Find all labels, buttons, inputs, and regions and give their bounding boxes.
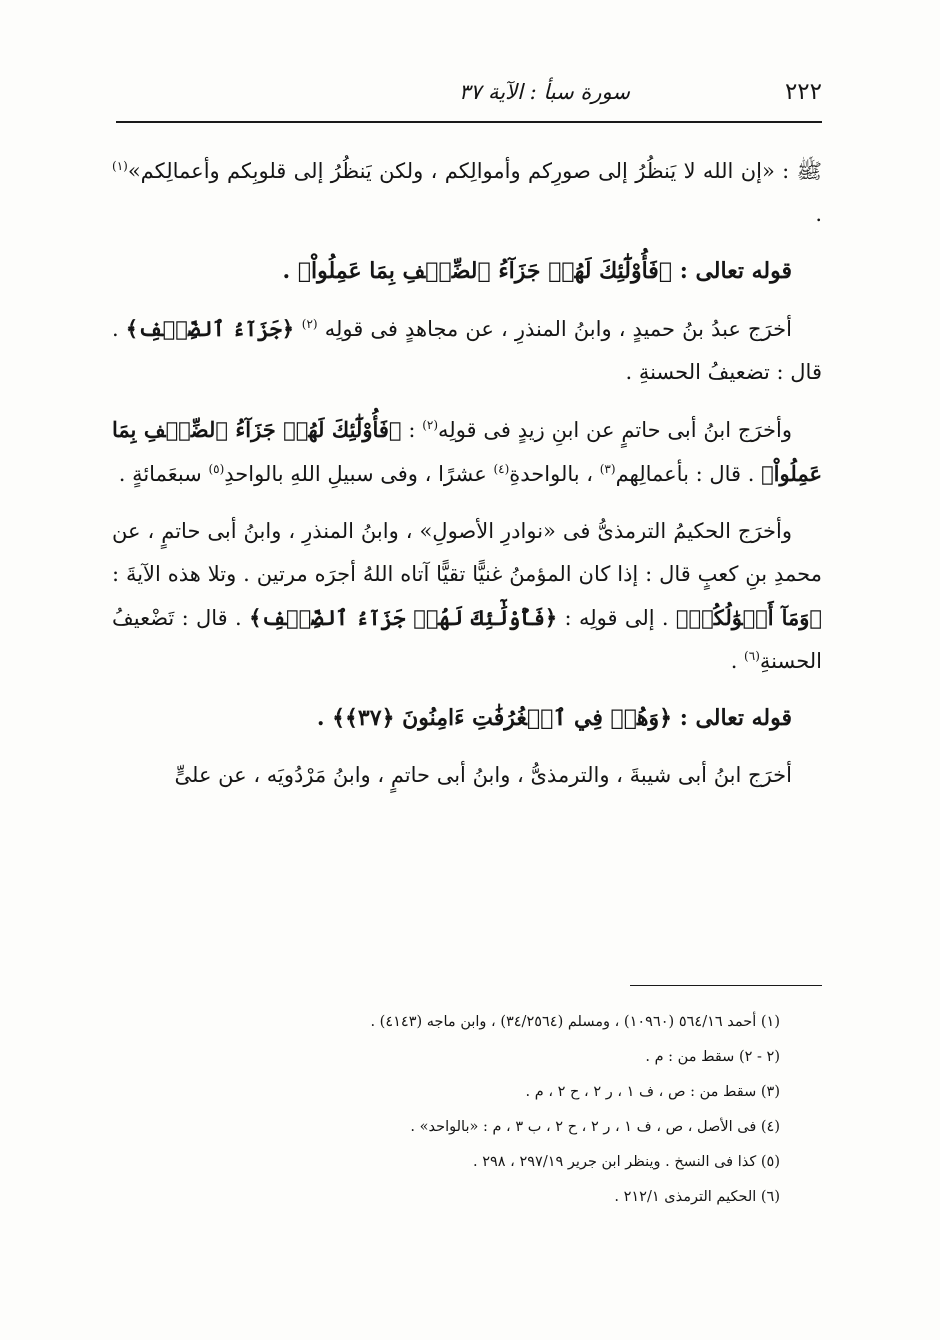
footnote-ref: (٥) [208,462,225,476]
header-rule [116,121,822,123]
hadith-text: ﷺ : «إن الله لا يَنظُرُ إلى صورِكم وأموالِكم ، ولكن يَنظُرُ إلى قلوبِكم وأعمالِكم» [127,159,822,183]
heading-label: قوله تعالى : [672,258,792,284]
footnote-2: (٢ - ٢) سقط من : م . [645,1049,780,1065]
footnote-6: (٦) الحكيم الترمذى ٢١٢/١ . [614,1189,780,1205]
quran-verse: ﴿فَأُوْلَٰٓئِكَ لَهُمۡ جَزَآءُ ٱلضِّعۡفِ بِمَا عَمِلُواْ﴾ [112,417,822,486]
report-text: وأخرَج ابنُ أبى حاتمٍ عن ابنِ زيدٍ فى قولِه [438,418,792,442]
paragraph-report-1 [112,307,822,394]
report-text: . قال : بأعمالِهم [615,462,762,486]
footnote-4: (٤) فى الأصل ، ص ، ف ١ ، ر ٢ ، ح ٢ ، ب ٣ ، م : «بالواحد» . [410,1119,780,1135]
running-title: سورة سبأ : الآية ٣٧ [458,80,630,104]
page-number: ٢٢٢ [784,79,822,105]
footnote-1: (١) أحمد ٥٦٤/١٦ (١٠٩٦٠) ، ومسلم (٣٤/٢٥٦٤) ، وابن ماجه (٤١٤٣) . [370,1014,780,1030]
quran-verse: ﴿وَمَآ أَمۡوَٰلُكُمۡ﴾ [675,605,822,630]
footnote-ref: (١) [112,159,128,173]
quran-verse: ﴿وَهُمۡ فِي ٱلۡغُرُفَٰتِ ءَامِنُونَ ﴿٣٧﴾﴾ [332,705,673,731]
footnote-ref: (٦) [744,649,760,663]
footnotes [112,1005,780,1215]
footnote-ref: (٢) [301,317,318,331]
quran-verse: ﴿فَأُوْلَٰٓئِكَ لَهُمۡ جَزَآءُ ٱلضِّعۡفِ بِمَا عَمِلُواْ﴾ [297,258,673,284]
report-text: أخرَج عبدُ بنُ حميدٍ ، وابنُ المنذرِ ، عن مجاهدٍ فى قولِه [317,317,792,341]
main-text [112,150,822,811]
report-text: أخرَج ابنُ أبى شيبةَ ، والترمذىُّ ، وابنُ أبى حاتمٍ ، وابنُ مَرْدُويَه ، عن علىٍّ [174,763,792,787]
report-text: ، بالواحدةِ [509,462,600,486]
paragraph-report-2 [112,408,822,496]
punctuation: . [730,649,745,673]
footnote-ref: (٤) [493,462,510,476]
verse-heading-1 [112,250,822,293]
footnote-5: (٥) كذا فى النسخ . وينظر ابن جرير ٢٩٧/١٩ ، ٢٩٨ . [472,1154,780,1170]
report-text: عشرًا ، وفى سبيلِ اللهِ بالواحدِ [224,462,494,486]
report-text: . قال : تَضْعيفُ الحسنةِ [112,606,822,673]
report-text: . إلى قولِه : [557,606,676,630]
verse-heading-2 [112,697,822,740]
punctuation: : [401,418,423,442]
paragraph-hadith [112,150,822,236]
footnote-3: (٣) سقط من : ص ، ف ١ ، ر ٢ ، ح ٢ ، م . [525,1084,780,1100]
report-text: سبعَمائةٍ . [118,462,209,486]
page-header [118,72,822,112]
punctuation: . [316,705,333,731]
heading-label: قوله تعالى : [672,705,792,731]
report-text: . قال : تضعيفُ الحسنةِ . [112,317,822,384]
quran-verse: ﴿جَزَآءُ ٱلضِّعۡفِ﴾ [125,316,302,341]
quran-verse: ﴿فَأُوْلَٰٓئِكَ لَهُمۡ جَزَآءُ ٱلضِّعۡفِ﴾ [249,605,558,630]
footnote-ref: (٢) [422,418,439,432]
footnote-ref: (٣) [599,462,616,476]
punctuation: . [282,258,298,284]
punctuation: . [815,202,822,226]
report-text: وأخرَج الحكيمُ الترمذىُّ فى «نوادرِ الأصولِ» ، وابنُ المنذرِ ، وابنُ أبى حاتمٍ ، عن محمدِ بنِ كعبٍ قال : إذا كان المؤمنُ غنيًّا تقيًّا آتاه اللهُ أجرَه مرتين . وتلا هذه الآيةَ : [112,519,822,586]
paragraph-report-3 [112,510,822,683]
paragraph-report-4 [112,754,822,797]
footnote-rule [630,985,822,986]
